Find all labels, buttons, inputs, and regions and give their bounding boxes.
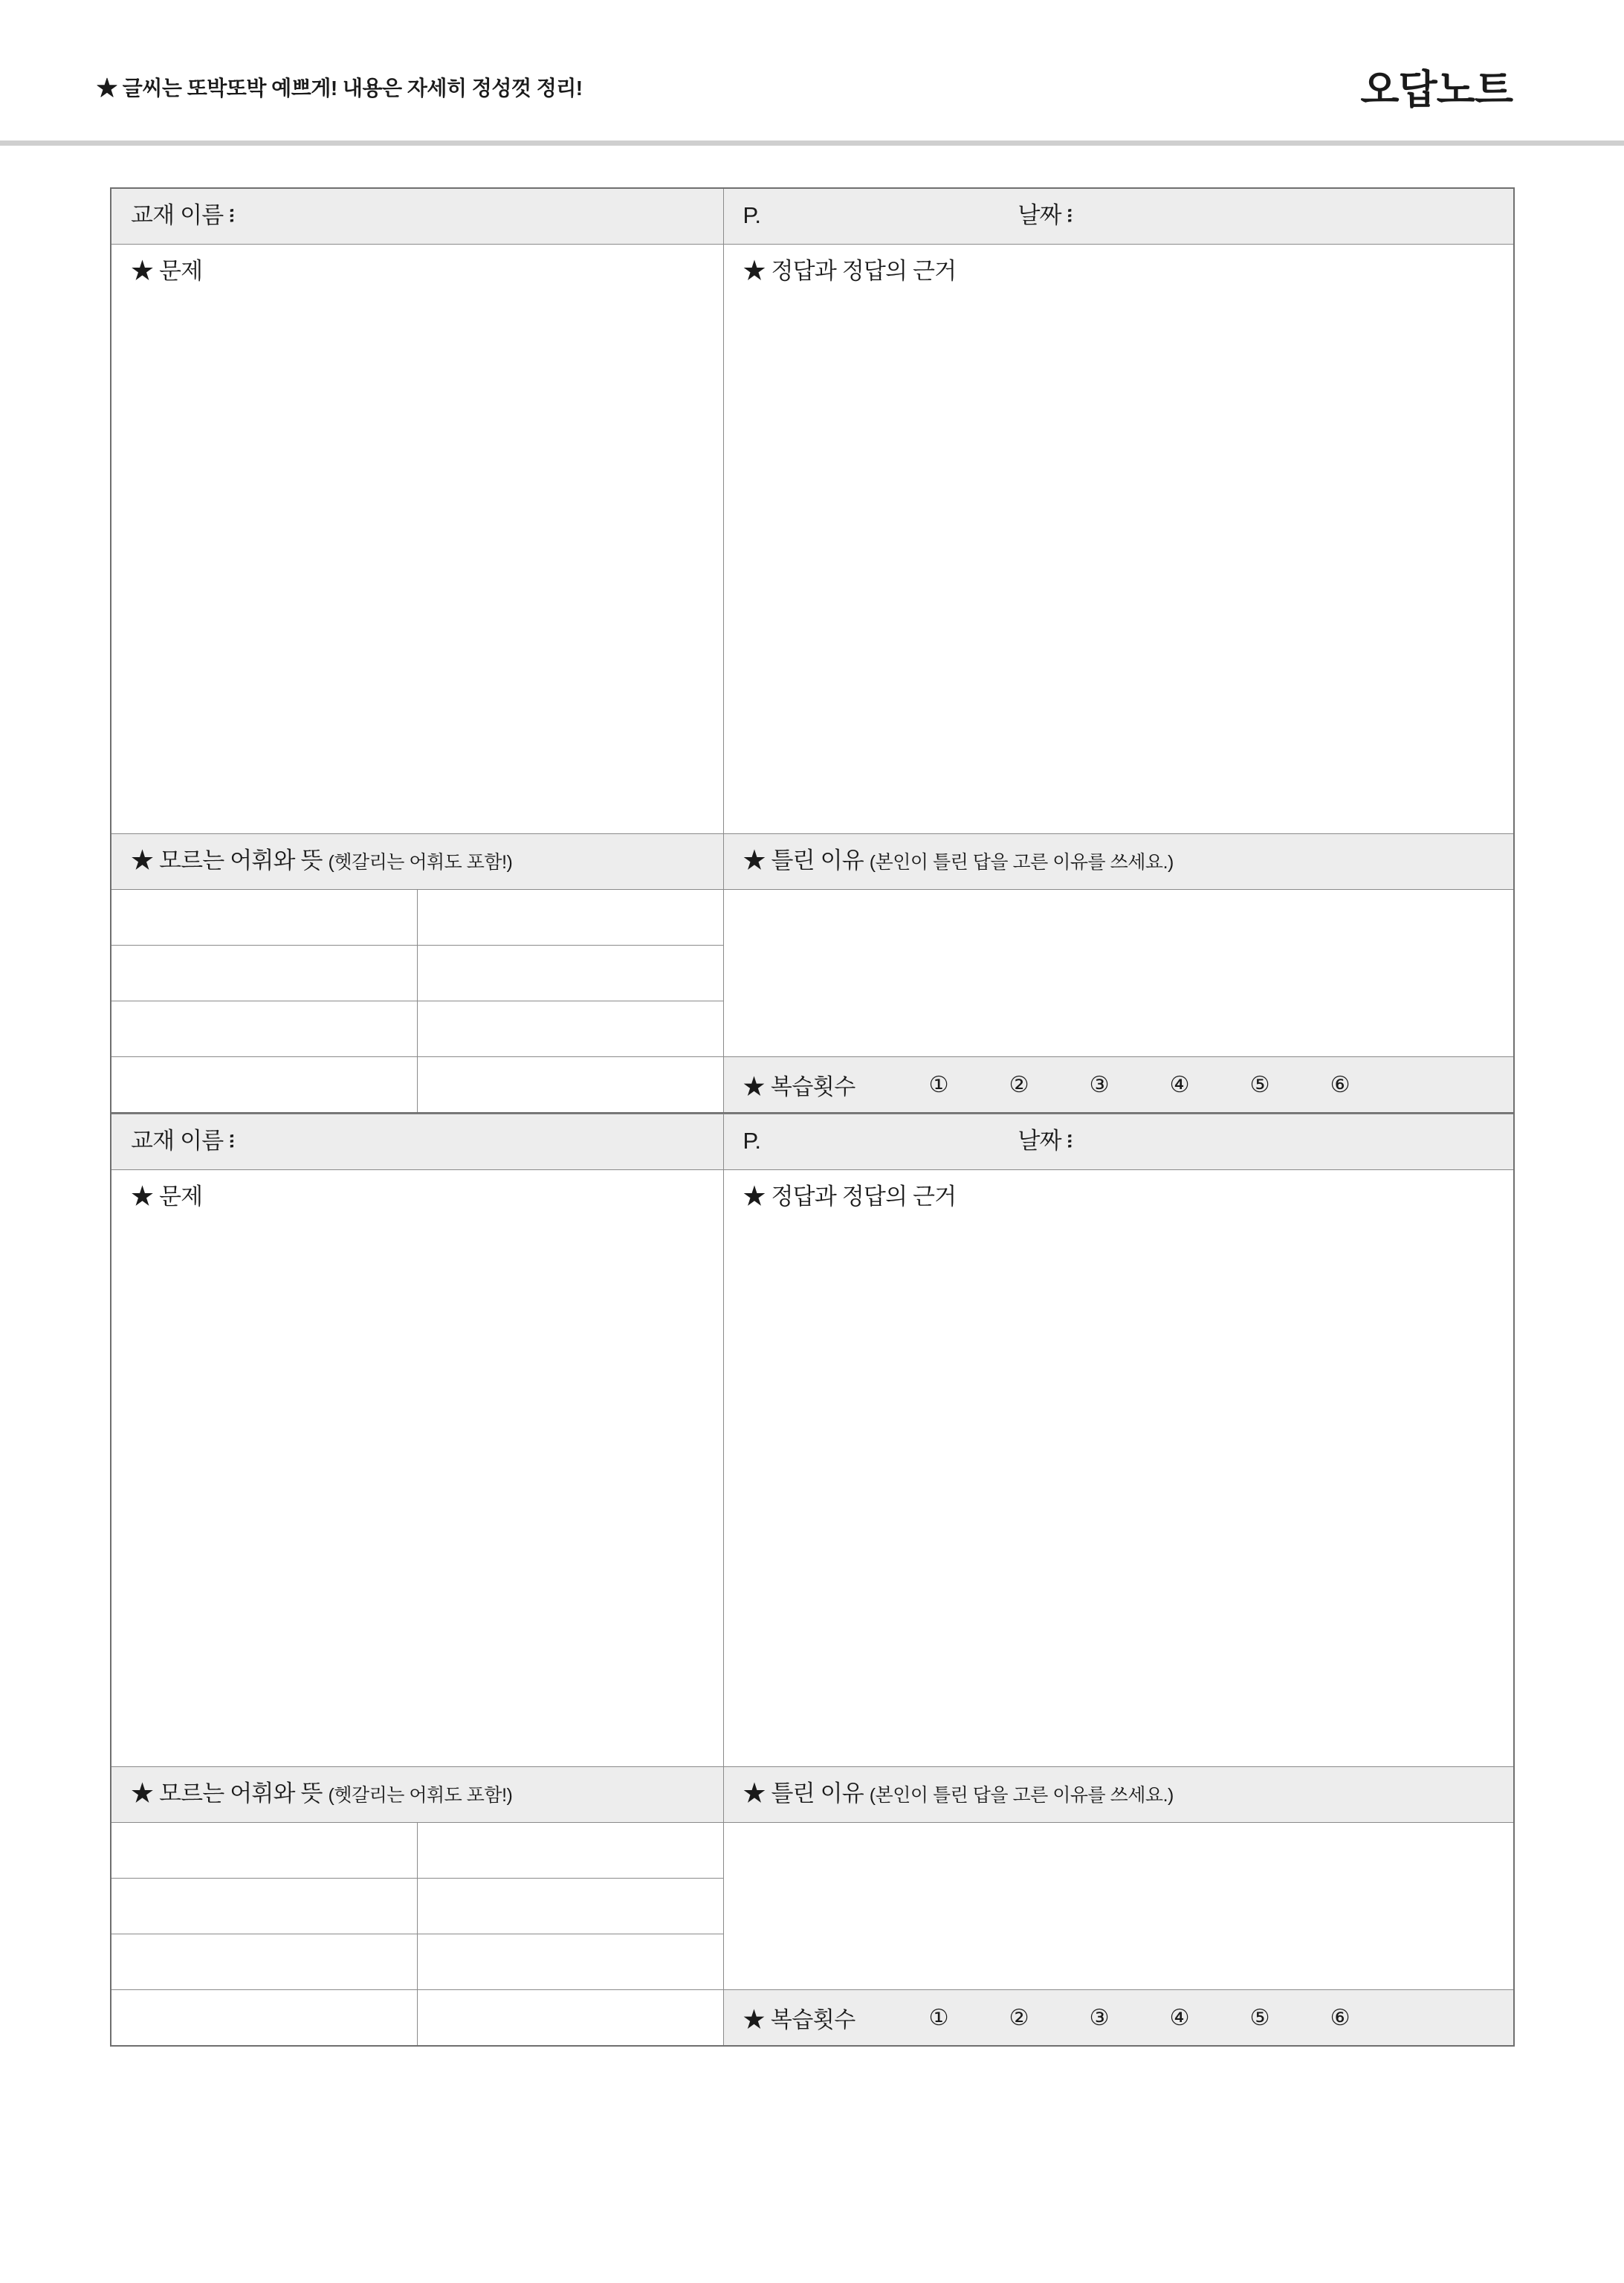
page-date-inner-2 <box>724 1114 1514 1167</box>
review-mark-1-5[interactable]: ⑤ <box>1249 1072 1269 1097</box>
vocab-word-cell[interactable] <box>111 1990 417 2047</box>
page-label-1: P. <box>743 202 761 228</box>
vocab-word-cell[interactable] <box>111 1934 417 1990</box>
reason-label-2: ★ 틀린 이유 <box>743 1780 864 1806</box>
table-row <box>111 1990 1514 2047</box>
review-mark-2-3[interactable]: ③ <box>1089 2005 1109 2030</box>
table-row <box>111 1057 1514 1114</box>
page-date-cell-2[interactable] <box>723 1114 1514 1170</box>
review-count-cell-2[interactable] <box>723 1990 1514 2047</box>
reason-sublabel-2: (본인이 틀린 답을 고른 이유를 쓰세요.) <box>869 1785 1174 1806</box>
vocab-meaning-cell[interactable] <box>417 1879 723 1934</box>
note-block-1 <box>110 187 1515 1114</box>
review-mark-1-6[interactable]: ⑥ <box>1330 1072 1350 1097</box>
vocab-meaning-cell[interactable] <box>417 1057 723 1114</box>
book-name-label-1: 교재 이름 ፧ <box>131 202 234 228</box>
vocab-header-cell-2 <box>111 1767 723 1823</box>
reason-header-cell-2 <box>723 1767 1514 1823</box>
question-title-cell-2 <box>111 1170 723 1224</box>
reason-header-inner-2 <box>724 1767 1514 1821</box>
question-label-1: ★ 문제 <box>131 258 203 284</box>
vocab-meaning-cell[interactable] <box>417 890 723 946</box>
worksheet-body <box>110 187 1515 2047</box>
table-row <box>111 188 1514 245</box>
review-mark-2-1[interactable]: ① <box>928 2005 948 2030</box>
review-mark-1-1[interactable]: ① <box>928 1072 948 1097</box>
table-row <box>111 245 1514 299</box>
reason-label-1: ★ 틀린 이유 <box>743 847 864 874</box>
table-row <box>111 298 1514 834</box>
vocab-word-cell[interactable] <box>111 1823 417 1879</box>
reason-header-inner-1 <box>724 834 1514 888</box>
question-title-cell-1 <box>111 245 723 299</box>
reason-header-cell-1 <box>723 834 1514 890</box>
question-write-area-1[interactable] <box>111 298 723 834</box>
question-label-2: ★ 문제 <box>131 1184 203 1210</box>
reason-write-area-1[interactable] <box>723 890 1514 1057</box>
page-title: 오답노트 <box>1360 68 1513 112</box>
page-label-2: P. <box>743 1128 761 1154</box>
vocab-meaning-cell[interactable] <box>417 1001 723 1057</box>
header-note: ★ 글씨는 또박또박 예쁘게! 내용은 자세히 정성껏 정리! <box>97 77 583 100</box>
review-mark-1-2[interactable]: ② <box>1009 1072 1029 1097</box>
book-name-cell-2[interactable] <box>111 1114 723 1170</box>
question-write-area-2[interactable] <box>111 1224 723 1767</box>
vocab-word-cell[interactable] <box>111 1001 417 1057</box>
table-row <box>111 1823 1514 1879</box>
vocab-header-inner-2 <box>111 1767 723 1821</box>
answer-label-2: ★ 정답과 정답의 근거 <box>743 1184 957 1210</box>
answer-write-area-1[interactable] <box>723 298 1514 834</box>
reason-sublabel-1: (본인이 틀린 답을 고른 이유를 쓰세요.) <box>869 852 1174 873</box>
table-row <box>111 1114 1514 1170</box>
vocab-label-1: ★ 모르는 어휘와 뜻 <box>131 847 323 874</box>
book-name-label-2: 교재 이름 ፧ <box>131 1128 234 1154</box>
page-header <box>0 0 1624 146</box>
vocab-word-cell[interactable] <box>111 946 417 1001</box>
review-mark-2-6[interactable]: ⑥ <box>1330 2005 1350 2030</box>
vocab-label-2: ★ 모르는 어휘와 뜻 <box>131 1780 323 1806</box>
vocab-word-cell[interactable] <box>111 1057 417 1114</box>
vocab-meaning-cell[interactable] <box>417 1823 723 1879</box>
page-date-cell-1[interactable] <box>723 188 1514 245</box>
review-mark-1-3[interactable]: ③ <box>1089 1072 1109 1097</box>
table-row <box>111 834 1514 890</box>
note-block-2 <box>110 1114 1515 2047</box>
review-count-cell-1[interactable] <box>723 1057 1514 1114</box>
review-count-label-2: ★ 복습횟수 <box>743 2008 855 2032</box>
vocab-word-cell[interactable] <box>111 890 417 946</box>
answer-label-1: ★ 정답과 정답의 근거 <box>743 258 957 284</box>
vocab-meaning-cell[interactable] <box>417 1934 723 1990</box>
book-name-cell-1[interactable] <box>111 188 723 245</box>
review-mark-2-2[interactable]: ② <box>1009 2005 1029 2030</box>
review-count-inner-2 <box>724 1990 1514 2045</box>
answer-write-area-2[interactable] <box>723 1224 1514 1767</box>
answer-title-cell-2 <box>723 1170 1514 1224</box>
vocab-meaning-cell[interactable] <box>417 1990 723 2047</box>
answer-title-cell-1 <box>723 245 1514 299</box>
vocab-sublabel-2: (헷갈리는 어휘도 포함!) <box>328 1785 513 1806</box>
vocab-word-cell[interactable] <box>111 1879 417 1934</box>
reason-write-area-2[interactable] <box>723 1823 1514 1990</box>
vocab-sublabel-1: (헷갈리는 어휘도 포함!) <box>328 852 513 873</box>
review-count-inner-1 <box>724 1057 1514 1112</box>
table-row <box>111 1170 1514 1224</box>
table-row <box>111 1224 1514 1767</box>
date-label-1: 날짜 ፧ <box>1018 202 1073 228</box>
vocab-header-cell-1 <box>111 834 723 890</box>
vocab-header-inner-1 <box>111 834 723 888</box>
review-mark-2-5[interactable]: ⑤ <box>1249 2005 1269 2030</box>
date-label-2: 날짜 ፧ <box>1018 1128 1073 1154</box>
table-row <box>111 890 1514 946</box>
review-count-label-1: ★ 복습횟수 <box>743 1075 855 1099</box>
table-row <box>111 1767 1514 1823</box>
page-date-inner-1 <box>724 189 1514 242</box>
review-mark-2-4[interactable]: ④ <box>1169 2005 1189 2030</box>
review-mark-1-4[interactable]: ④ <box>1169 1072 1189 1097</box>
vocab-meaning-cell[interactable] <box>417 946 723 1001</box>
